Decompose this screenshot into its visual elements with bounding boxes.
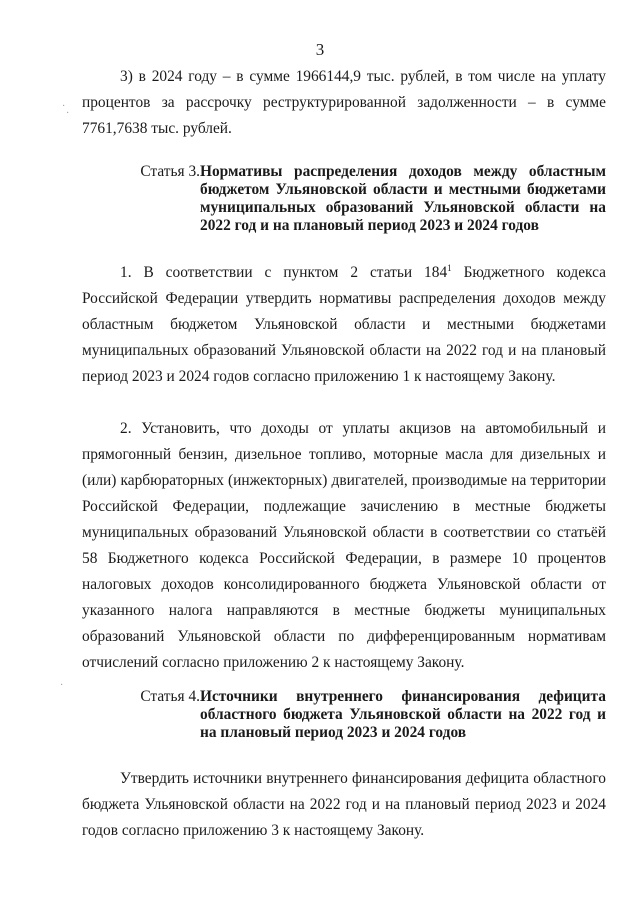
article-3-p1-text-before: 1. В соответствии с пунктом 2 статьи 184 — [120, 264, 448, 281]
scan-speck: · — [60, 680, 64, 691]
article-3-title: Нормативы распределения доходов между областным бюджетом Ульяновской области и местными бюджетами муниципальных образований Ульяновской области на 2022 год и на плановый период 2023 и 2024 годов — [200, 163, 606, 234]
article-4-title: Источники внутреннего финансирования дефицита областного бюджета Ульяновской области на 2022 год и на плановый период 2023 и 2024 годов — [200, 688, 606, 741]
scan-speck: · — [62, 101, 66, 112]
article-4-label: Статья 4. — [140, 688, 200, 705]
article-3-paragraph-2: 2. Установить, что доходы от уплаты акцизов на автомобильный и прямогонный бензин, дизельное топливо, моторные масла для дизельных и (или) карбюраторных (инжекторных) двигателей, производимые на территории Российской Федерации, подлежащие зачислению в местные бюджеты муниципальных образований Ульяновской области в соответствии со статьёй 58 Бюджетного кодекса Российской Федерации, в размере 10 процентов налоговых доходов консолидированного бюджета Ульяновской области от указанного налога направляются в местные бюджеты муниципальных образований Ульяновской области по дифференцированным нормативам отчислений согласно приложению 2 к настоящему Закону. — [82, 420, 606, 671]
article-4-paragraph-1: Утвердить источники внутреннего финансирования дефицита областного бюджета Ульяновской области на 2022 год и на плановый период 2023 и 2024 годов согласно приложению 3 к настоящему Закону. — [82, 770, 606, 839]
article-3-p1-superscript: 1 — [447, 263, 452, 273]
scan-speck: · — [66, 108, 70, 119]
article-3-label: Статья 3. — [140, 163, 200, 180]
page-number: 3 — [315, 40, 325, 59]
article-3-paragraph-1 — [82, 260, 606, 390]
paragraph-intro: 3) в 2024 году – в сумме 1966144,9 тыс. рублей, в том числе на уплату процентов за рассрочку реструктурированной задолженности – в сумме 7761,7638 тыс. рублей. — [82, 68, 606, 137]
article-3-p1-text-after: Бюджетного кодекса Российской Федерации утвердить нормативы распределения доходов между областным бюджетом Ульяновской области и местными бюджетами муниципальных образований Ульяновской области на 2022 год и на плановый период 2023 и 2024 годов согласно приложению 1 к настоящему Закону. — [82, 264, 606, 385]
